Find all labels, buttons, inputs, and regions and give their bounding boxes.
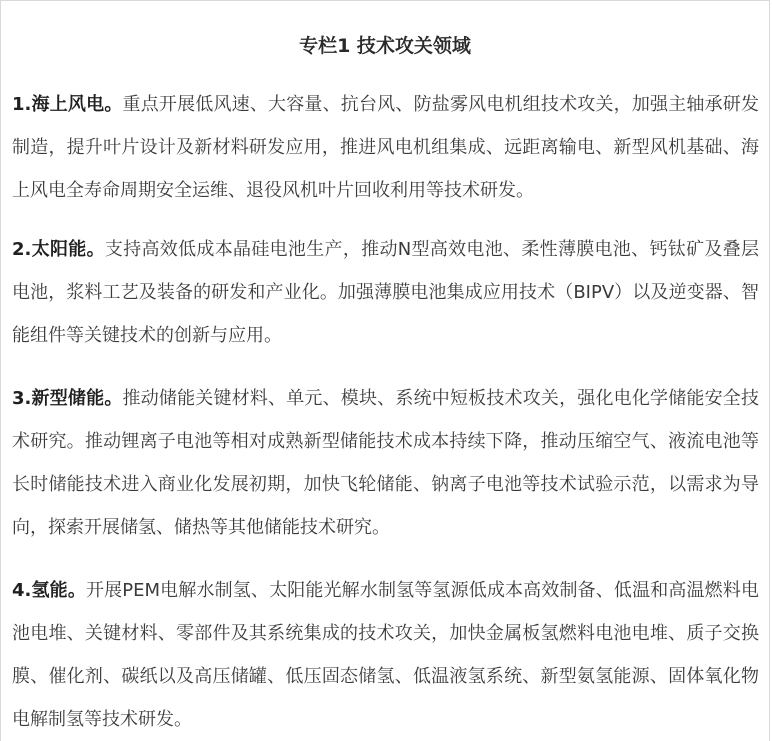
section-heading: 4.氢能。 <box>12 580 86 601</box>
section-energy-storage <box>12 377 759 549</box>
section-heading: 1.海上风电。 <box>12 94 123 115</box>
section-body: 重点开展低风速、大容量、抗台风、防盐雾风电机组技术攻关，加强主轴承研发制造，提升叶片设计及新材料研发应用，推进风电机组集成、远距离输电、新型风机基础、海上风电全寿命周期安全运维、退役风机叶片回收利用等技术研发。 <box>12 94 759 201</box>
section-offshore-wind <box>12 83 759 212</box>
section-heading: 2.太阳能。 <box>12 239 105 260</box>
section-body: 推动储能关键材料、单元、模块、系统中短板技术攻关，强化电化学储能安全技术研究。推动锂离子电池等相对成熟新型储能技术成本持续下降，推动压缩空气、液流电池等长时储能技术进入商业化发展初期，加快飞轮储能、钠离子电池等技术试验示范，以需求为导向，探索开展储氢、储热等其他储能技术研究。 <box>12 388 759 538</box>
column-title: 专栏1 技术攻关领域 <box>299 35 471 57</box>
section-solar <box>12 228 759 357</box>
section-body: 开展PEM电解水制氢、太阳能光解水制氢等氢源低成本高效制备、低温和高温燃料电池电堆、关键材料、零部件及其系统集成的技术攻关，加快金属板氢燃料电池电堆、质子交换膜、催化剂、碳纸以及高压储罐、低压固态储氢、低温液氢系统、新型氨氢能源、固体氧化物电解制氢等技术研发。 <box>12 580 759 730</box>
section-hydrogen <box>12 569 759 741</box>
section-body: 支持高效低成本晶硅电池生产，推动N型高效电池、柔性薄膜电池、钙钛矿及叠层电池，浆料工艺及装备的研发和产业化。加强薄膜电池集成应用技术（BIPV）以及逆变器、智能组件等关键技术的创新与应用。 <box>12 239 759 346</box>
section-heading: 3.新型储能。 <box>12 388 123 409</box>
